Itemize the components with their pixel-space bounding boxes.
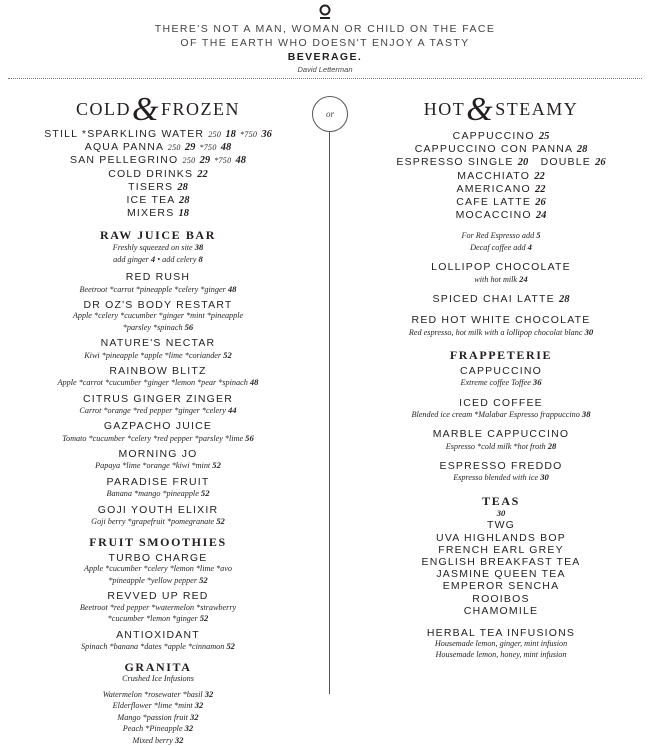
juice-item [10,476,306,500]
special-desc: with hot milk 24 [474,273,528,284]
tea-item: ENGLISH BREAKFAST TEA [421,555,581,568]
juice-item [10,393,306,417]
frappe-desc: Blended ice cream *Malabar Espresso frappuccino 38 [411,408,591,419]
tea-item: JASMINE QUEEN TEA [436,568,566,581]
smoothie-item [10,552,306,586]
frappe-desc: Extreme coffee Toffee 36 [460,377,542,388]
smoothie-name: TURBO CHARGE [108,552,208,565]
frappe-desc: Espresso blended with ice 30 [453,472,549,483]
granita-item: Mixed berry 32 [132,734,184,745]
raw-juice-note: Freshly squeezed on site 38 [112,242,204,253]
quote-line-2: OF THE EARTH WHO DOESN'T ENJOY A TASTY [180,37,470,49]
tea-item: EMPEROR SENCHA [442,580,560,593]
smoothie-desc-cont: *pineapple *yellow pepper 52 [108,574,208,585]
fruit-smoothies-heading: FRUIT SMOOTHIES [89,535,227,550]
quote-author: David Letterman [297,65,353,74]
juice-item [10,504,306,528]
special-item: SPICED CHAI LATTE 28 [432,293,570,306]
hot-steamy-column [356,91,646,660]
juice-item [10,365,306,389]
juice-name: NATURE'S NECTAR [100,337,216,350]
juice-item [10,271,306,295]
tea-item: CHAMOMILE [463,604,539,617]
menu-item: STILL *SPARKLING WATER 250 18 *750 36 [44,128,272,140]
juice-desc: Apple *celery *cucumber *ginger *mint *pineapple [72,311,244,321]
smoothie-desc: Beetroot *red pepper *watermelon *strawberry [79,602,237,612]
title-word-cold: COLD [76,99,132,119]
juice-desc: Tomato *cucumber *celery *red pepper *parsley *lime 56 [62,432,254,443]
frappeterie-heading: FRAPPETERIE [449,348,553,363]
title-word-frozen: FROZEN [160,99,240,119]
menu-item: TISERS 28 [128,180,188,193]
teas-price: 30 [496,507,506,518]
juice-desc: Carrot *orange *red pepper *ginger *celery 44 [79,404,237,415]
juice-desc-cont: *parsley *spinach 56 [122,321,194,332]
tea-item: FRENCH EARL GREY [438,543,564,556]
raw-juice-bar-heading: RAW JUICE BAR [100,228,216,243]
granita-heading: GRANITA [124,660,192,675]
menu-item: SAN PELLEGRINO 250 29 *750 48 [69,154,247,167]
menu-item: ESPRESSO SINGLE 20 DOUBLE 26 [396,156,606,169]
quote-bold-word: BEVERAGE. [287,51,363,63]
tea-item: ROOIBOS [472,592,530,605]
dotted-divider [8,78,642,79]
smoothie-name: REVVED UP RED [107,590,209,603]
menu-item: CAPPUCCINO CON PANNA 28 [414,143,588,156]
smoothie-desc: Spinach *banana *dates *apple *cinnamon 52 [81,640,235,651]
frappe-name: MARBLE CAPPUCCINO [432,428,570,441]
special-name: LOLLIPOP CHOCOLATE [431,261,571,274]
hot-steamy-title [356,91,646,128]
title-word-hot: HOT [423,99,466,119]
smoothie-desc: Apple *cucumber *celery *lemon *lime *avo [83,564,232,574]
raw-juice-addons: add ginger 4 • add celery 8 [113,253,203,264]
smoothie-desc-cont: *cucumber *lemon *ginger 52 [107,613,209,624]
menu-item: MIXERS 18 [126,207,190,220]
juice-desc: Banana *mango *pineapple 52 [106,488,210,499]
special-desc: Red espresso, hot milk with a lollipop chocolat blanc 30 [408,326,594,337]
smoothie-item [10,629,306,653]
frappe-name: ESPRESSO FREDDO [439,460,563,473]
title-ampersand: & [132,91,160,128]
addon-item: For Red Espresso add 5 [461,230,541,241]
frappe-item [356,365,646,389]
juice-desc: Papaya *lime *orange *kiwi *mint 52 [95,460,221,471]
juice-item [10,337,306,361]
juice-name: GOJI YOUTH ELIXIR [97,503,219,516]
title-ampersand: & [466,91,495,128]
header-quote [0,22,650,64]
juice-name: MORNING JO [118,448,198,461]
logo-mark-icon [318,4,332,20]
granita-subtitle: Crushed Ice Infusions [122,674,194,684]
herbal-tea-item: Housemade lemon, honey, mint infusion [435,649,567,659]
juice-item [10,420,306,444]
granita-item: Mango *passion fruit 32 [117,711,199,722]
or-badge: or [312,96,348,132]
frappe-item [356,460,646,484]
juice-name: DR OZ'S BODY RESTART [83,299,233,312]
juice-name: GAZPACHO JUICE [103,420,213,433]
menu-item: ICE TEA 28 [126,194,190,207]
juice-desc: Apple *carrot *cucumber *ginger *lemon *pear *spinach 48 [57,377,259,388]
title-word-steamy: STEAMY [495,99,579,119]
frappe-item [356,397,646,421]
tea-item: UVA HIGHLANDS BOP [436,531,566,544]
menu-item: MACCHIATO 22 [457,169,545,182]
menu-item: AQUA PANNA 250 29 *750 48 [84,141,232,154]
herbal-tea-heading: HERBAL TEA INFUSIONS [426,626,576,639]
juice-item [10,299,306,333]
granita-item: Watermelon *rosewater *basil 32 [102,688,214,699]
frappe-name: CAPPUCCINO [459,365,542,378]
quote-line-1: THERE'S NOT A MAN, WOMAN OR CHILD ON THE FACE [154,23,496,35]
granita-item: Peach *Pineapple 32 [122,723,194,734]
juice-name: PARADISE FRUIT [106,475,210,488]
menu-item: COLD DRINKS 22 [108,167,208,180]
frappe-desc: Espresso *cold milk *hot froth 28 [445,440,557,451]
smoothie-item [10,590,306,624]
frappe-name: ICED COFFEE [459,396,543,409]
tea-item: TWG [486,519,516,532]
granita-item: Elderflower *lime *mint 32 [112,700,204,711]
juice-item [10,448,306,472]
frappe-item [356,428,646,452]
menu-item: CAPPUCCINO 25 [452,130,550,142]
teas-heading: TEAS [482,493,520,508]
special-item [356,314,646,338]
cold-frozen-title [10,91,306,128]
menu-item: CAFE LATTE 26 [456,196,546,209]
juice-desc: Goji berry *grapefruit *pomegranate 52 [91,515,225,526]
menu-item: AMERICANO 22 [456,182,546,195]
addon-item: Decaf coffee add 4 [470,241,532,252]
menu-item: MOCACCINO 24 [455,209,547,222]
herbal-tea-item: Housemade lemon, ginger, mint infusion [434,639,568,649]
smoothie-name: ANTIOXIDANT [116,628,200,641]
juice-name: RAINBOW BLITZ [109,365,207,378]
juice-name: CITRUS GINGER ZINGER [82,392,233,405]
column-divider [329,124,330,694]
juice-name: RED RUSH [125,271,191,284]
special-item [356,261,646,285]
juice-desc: Kiwi *pineapple *apple *lime *coriander 52 [84,349,232,360]
juice-desc: Beetroot *carrot *pineapple *celery *ginger 48 [79,283,237,294]
special-name: RED HOT WHITE CHOCOLATE [411,314,591,327]
cold-frozen-column [10,91,306,746]
